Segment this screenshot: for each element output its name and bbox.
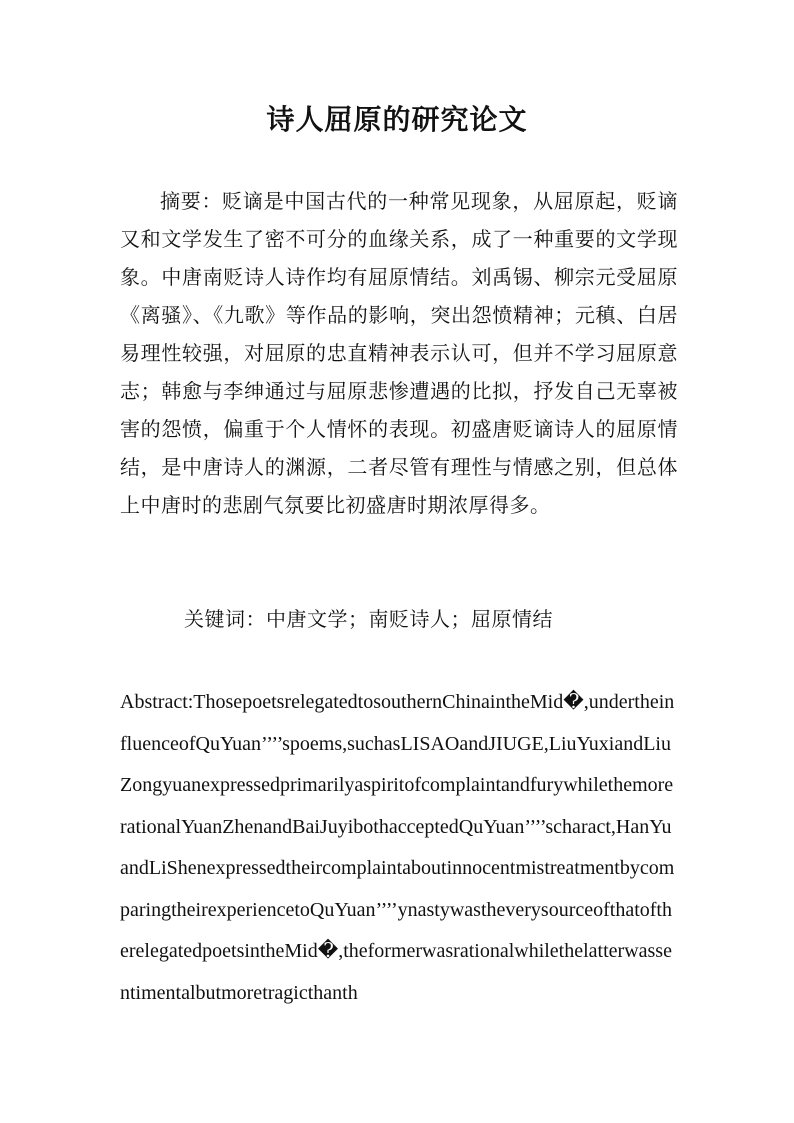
abstract-english: Abstract:ThosepoetsrelegatedtosouthernChinaintheMid�,undertheinfluenceofQuYuan’’’’spoems,suchasLISAOandJIUGE,LiuYuxiandLiuZongyuanexpressedprimarilyaspiritofcomplaintandfurywhilethemorerationalYuanZhenandBaiJuyibothacceptedQuYuan’’’’scharact,HanYuandLiShenexpressedtheircomplaintaboutinnocentmistreatmentbycomparingtheirexperiencetoQuYuan’’’’ynastywastheverysourceofthatoftherelegatedpoetsintheMid�,theformerwasrationalwhilethelatterwassentimentalbutmoretragicthanth [120, 691, 675, 1004]
abstract-chinese: 摘要：贬谪是中国古代的一种常见现象，从屈原起，贬谪又和文学发生了密不可分的血缘关系，成了一种重要的文学现象。中唐南贬诗人诗作均有屈原情结。刘禹锡、柳宗元受屈原《离骚》、《九歌》等作品的影响，突出怨愤精神；元稹、白居易理性较强，对屈原的忠直精神表示认可，但并不学习屈原意志；韩愈与李绅通过与屈原悲惨遭遇的比拟，抒发自己无辜被害的怨愤，偏重于个人情怀的表现。初盛唐贬谪诗人的屈原情结，是中唐诗人的渊源，二者尽管有理性与情感之别，但总体上中唐时的悲剧气氛要比初盛唐时期浓厚得多。 [120, 189, 678, 517]
keywords-line: 关键词：中唐文学；南贬诗人；屈原情结 [184, 607, 553, 631]
document-title: 诗人屈原的研究论文 [266, 103, 528, 136]
